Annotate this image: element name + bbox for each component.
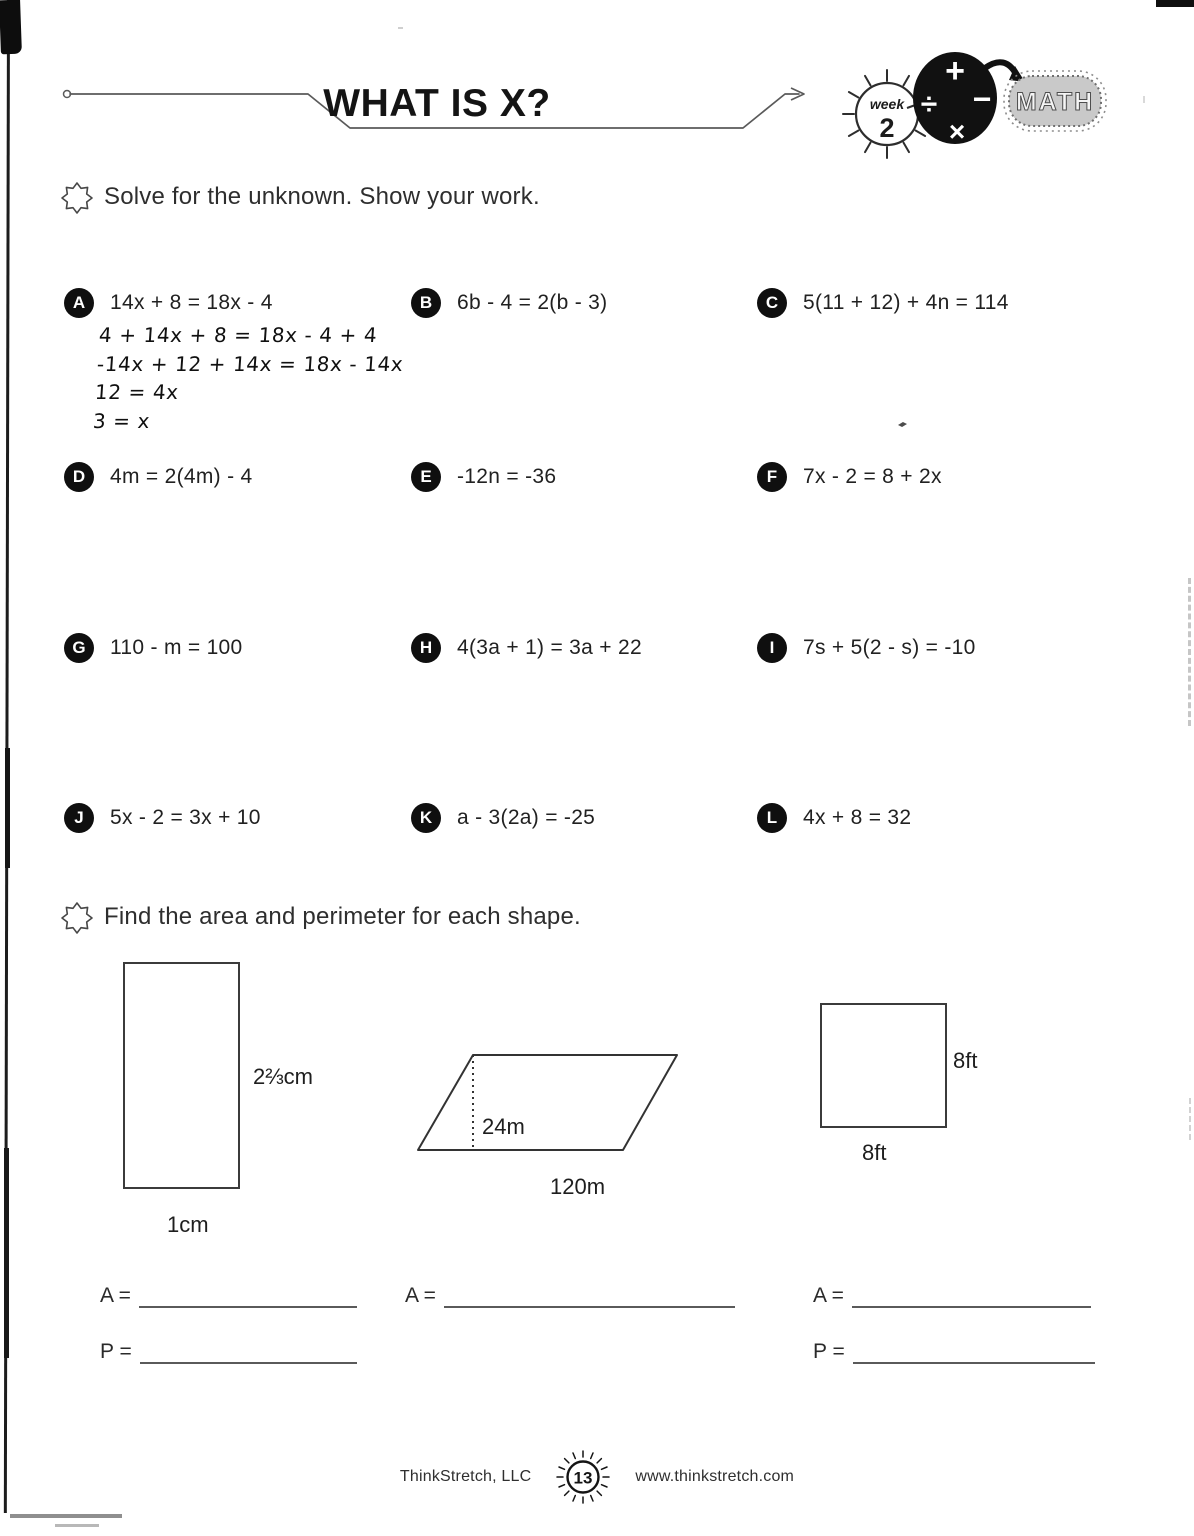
- problem-e-equation: -12n = -36: [457, 465, 557, 488]
- square-shape: [820, 1003, 947, 1128]
- scan-speck-under-c: [898, 422, 907, 427]
- math-badge-label: MATH: [1015, 88, 1095, 116]
- area-answer-rectangle: [100, 1284, 357, 1308]
- scan-smudge-bottom-2: [55, 1524, 99, 1527]
- answer-blank-line: [853, 1342, 1095, 1364]
- problem-b-badge: B: [411, 288, 441, 318]
- page-number-badge: [553, 1447, 613, 1507]
- burst-star-icon: [58, 899, 96, 937]
- shapes-instruction: Find the area and perimeter for each shape.: [104, 903, 581, 930]
- problem-i-badge: I: [757, 633, 787, 663]
- scan-dashes-right-lower: [1189, 1098, 1191, 1140]
- plus-icon: +: [945, 52, 965, 90]
- problem-i: [757, 633, 976, 663]
- problem-a-equation: 14x + 8 = 18x - 4: [110, 291, 273, 314]
- problem-e-badge: E: [411, 462, 441, 492]
- scan-blob-middle: [5, 748, 10, 868]
- scan-dashes-right: [1188, 578, 1191, 726]
- square-base-label: 8ft: [862, 1140, 887, 1165]
- rectangle-base-label: 1cm: [167, 1212, 209, 1237]
- publisher-name: ThinkStretch, LLC: [399, 1468, 532, 1485]
- work-line: 3 = x: [92, 408, 151, 433]
- problem-i-equation: 7s + 5(2 - s) = -10: [803, 636, 976, 659]
- scan-speck-top: [398, 27, 403, 29]
- problem-g-badge: G: [64, 633, 94, 663]
- perimeter-label: P =: [100, 1340, 132, 1363]
- rectangle-shape: [123, 962, 240, 1189]
- problem-k: [411, 803, 595, 833]
- area-answer-parallelogram: [405, 1284, 735, 1308]
- divide-icon: ÷: [920, 88, 938, 121]
- answer-blank-line: [139, 1286, 357, 1308]
- problem-c-badge: C: [757, 288, 787, 318]
- problem-k-equation: a - 3(2a) = -25: [457, 806, 596, 829]
- problem-l-badge: L: [757, 803, 787, 833]
- problem-f-equation: 7x - 2 = 8 + 2x: [803, 465, 942, 488]
- handwritten-work-a: [92, 321, 406, 435]
- minus-icon: −: [972, 81, 992, 117]
- problem-k-badge: K: [411, 803, 441, 833]
- problem-f: [757, 462, 942, 492]
- problem-h-badge: H: [411, 633, 441, 663]
- scan-blob-lower: [4, 1148, 9, 1358]
- page-title: WHAT IS X?: [323, 82, 551, 125]
- problem-f-badge: F: [757, 462, 787, 492]
- page-number: 13: [573, 1468, 593, 1488]
- problem-j-badge: J: [64, 803, 94, 833]
- answer-blank-line: [140, 1342, 357, 1364]
- problem-c: [757, 288, 1009, 318]
- problem-a: [64, 288, 273, 318]
- problem-h: [411, 633, 642, 663]
- work-line: 12 = 4x: [94, 380, 180, 404]
- problem-j: [64, 803, 261, 833]
- publisher-website: www.thinkstretch.com: [635, 1468, 795, 1485]
- square-height-label: 8ft: [953, 1048, 978, 1073]
- perimeter-answer-rectangle: [100, 1340, 357, 1364]
- problem-l-equation: 4x + 8 = 32: [803, 806, 912, 829]
- problem-a-badge: A: [64, 288, 94, 318]
- problem-d-badge: D: [64, 462, 94, 492]
- scan-blob-top-left: [0, 0, 22, 54]
- solve-instruction: Solve for the unknown. Show your work.: [104, 183, 540, 210]
- rectangle-height-label: 2⅔cm: [253, 1064, 313, 1089]
- parallelogram-height-label: 24m: [482, 1114, 525, 1139]
- area-label: A =: [813, 1284, 844, 1307]
- perimeter-answer-square: [813, 1340, 1095, 1364]
- problem-g-equation: 110 - m = 100: [110, 636, 243, 659]
- problem-d-equation: 4m = 2(4m) - 4: [110, 465, 253, 488]
- problem-d: [64, 462, 252, 492]
- perimeter-label: P =: [813, 1340, 845, 1363]
- scan-smudge-bottom: [10, 1514, 122, 1518]
- area-label: A =: [405, 1284, 436, 1307]
- burst-star-icon: [58, 179, 96, 217]
- scan-speck-right: [1143, 96, 1145, 103]
- problem-g: [64, 633, 243, 663]
- problem-j-equation: 5x - 2 = 3x + 10: [110, 806, 261, 829]
- problem-c-equation: 5(11 + 12) + 4n = 114: [803, 291, 1009, 314]
- work-line: 4 + 14x + 8 = 18x - 4 + 4: [98, 323, 379, 347]
- problem-h-equation: 4(3a + 1) = 3a + 22: [457, 636, 642, 659]
- times-icon: ×: [948, 116, 966, 147]
- week-number: 2: [879, 113, 895, 143]
- problem-e: [411, 462, 556, 492]
- scan-mark-top-right: [1156, 0, 1194, 7]
- answer-blank-line: [444, 1286, 735, 1308]
- work-line: -14x + 12 + 14x = 18x - 14x: [96, 351, 405, 376]
- page-footer: [0, 1447, 1194, 1507]
- problem-l: [757, 803, 911, 833]
- parallelogram-shape: [405, 1042, 695, 1162]
- week-label: week: [869, 96, 905, 112]
- math-logo: [905, 48, 1110, 153]
- problem-b: [411, 288, 607, 318]
- area-label: A =: [100, 1284, 131, 1307]
- area-answer-square: [813, 1284, 1091, 1308]
- problem-b-equation: 6b - 4 = 2(b - 3): [457, 291, 608, 314]
- parallelogram-base-label: 120m: [550, 1174, 606, 1199]
- answer-blank-line: [852, 1286, 1091, 1308]
